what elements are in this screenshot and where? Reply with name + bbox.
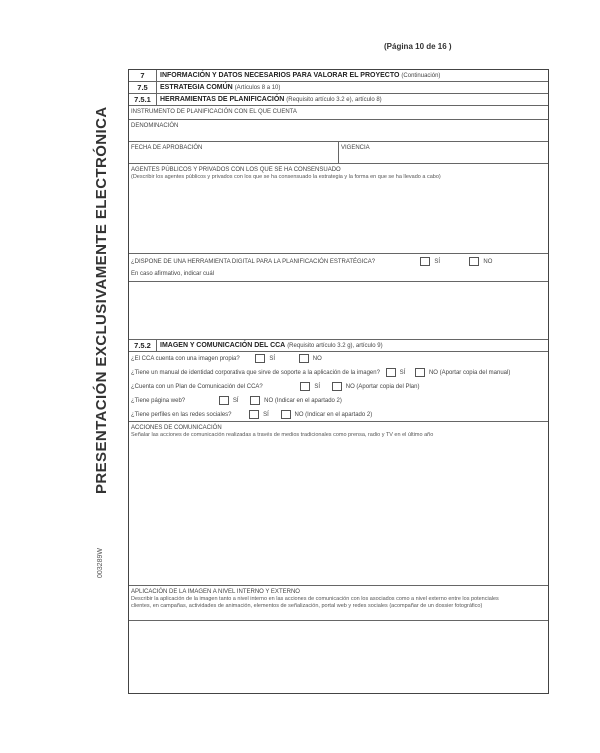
section-7-header <box>129 70 548 82</box>
agentes-label: AGENTES PÚBLICOS Y PRIVADOS CON LOS QUE SE HA CONSENSUADO <box>131 167 341 173</box>
denominacion-field[interactable] <box>129 120 548 142</box>
section-title: HERRAMIENTAS DE PLANIFICACIÓN <box>160 96 285 103</box>
caso-afirmativo-label: En caso afirmativo, indicar cuál <box>131 271 215 277</box>
q5-no-label: NO (Indicar en el apartado 2) <box>294 412 373 419</box>
q3-text: ¿Cuenta con un Plan de Comunicación del CCA? <box>131 384 263 391</box>
si-label: SÍ <box>314 384 321 391</box>
q4-no-label: NO (Indicar en el apartado 2) <box>264 398 342 405</box>
aplicacion-description-line2: clientes, en campañas, actividades de animación, elementos de señalización, portal web y redes sociales (acompañar de un dossier fotográfico) <box>131 603 483 609</box>
herramienta-no-checkbox[interactable] <box>469 257 479 266</box>
section-note: (Requisito artículo 3.2 g), artículo 9) <box>287 343 383 349</box>
section-number: 7.5 <box>129 82 157 93</box>
agentes-description: (Describir los agentes públicos y privados con los que se ha consensuado la estrategia y la forma en que se ha llevado a cabo) <box>131 174 441 180</box>
fecha-vigencia-row <box>129 142 548 164</box>
q1-no-checkbox[interactable] <box>299 354 309 363</box>
vigencia-label: VIGENCIA <box>341 145 370 151</box>
acciones-field[interactable] <box>129 422 548 586</box>
aplicacion-description-line1: Describir la aplicación de la imagen tanto a nivel interno en las acciones de comunicación con los asociados como a nivel externo entre los potenciales <box>131 596 499 602</box>
side-banner: PRESENTACIÓN EXCLUSIVAMENTE ELECTRÓNICA <box>93 106 110 494</box>
section-75-header <box>129 82 548 94</box>
page-number: (Página 10 de 16 ) <box>384 42 452 51</box>
agentes-field[interactable] <box>129 164 548 254</box>
fecha-label: FECHA DE APROBACIÓN <box>131 145 203 151</box>
aplicacion-label: APLICACIÓN DE LA IMAGEN A NIVEL INTERNO Y EXTERNO <box>131 589 300 595</box>
form-code: 003289W <box>97 548 104 578</box>
herramienta-question: ¿DISPONE DE UNA HERRAMIENTA DIGITAL PARA LA PLANIFICACIÓN ESTRATÉGICA? <box>131 259 376 266</box>
section-note: (Continuación) <box>401 73 441 79</box>
acciones-label: ACCIONES DE COMUNICACIÓN <box>131 425 222 431</box>
q5-text: ¿Tiene perfiles en las redes sociales? <box>131 412 232 419</box>
q3-no-label: NO (Aportar copia del Plan) <box>345 384 420 391</box>
q5-row <box>129 410 372 419</box>
section-752-header <box>129 340 548 352</box>
instrumento-label: INSTRUMENTO DE PLANIFICACIÓN CON EL QUE CUENTA <box>131 109 297 115</box>
q2-no-checkbox[interactable] <box>415 368 425 377</box>
no-label: NO <box>483 259 493 266</box>
section-title: IMAGEN Y COMUNICACIÓN DEL CCA <box>160 342 286 349</box>
q3-no-checkbox[interactable] <box>332 382 342 391</box>
q4-row <box>129 396 342 405</box>
q5-no-checkbox[interactable] <box>281 410 291 419</box>
q1-row <box>129 354 322 363</box>
denominacion-label: DENOMINACIÓN <box>131 123 179 129</box>
herramienta-detail-field[interactable] <box>129 282 548 340</box>
si-label: SÍ <box>263 412 269 419</box>
no-label: NO <box>312 356 322 363</box>
q1-si-checkbox[interactable] <box>255 354 265 363</box>
si-label: SÍ <box>399 370 406 377</box>
section-note: (Requisito artículo 3.2 e), artículo 8) <box>286 97 382 103</box>
aplicacion-divider <box>129 620 548 621</box>
herramienta-si-checkbox[interactable] <box>420 257 430 266</box>
form-table <box>128 69 549 694</box>
section-number: 7 <box>129 70 157 81</box>
q2-row <box>129 368 510 377</box>
section-751-header <box>129 94 548 106</box>
q3-si-checkbox[interactable] <box>300 382 310 391</box>
section-note: (Artículos 8 a 10) <box>234 85 281 91</box>
q2-si-checkbox[interactable] <box>386 368 396 377</box>
si-label: SÍ <box>232 398 239 405</box>
imagen-questions <box>129 352 548 422</box>
section-title: ESTRATEGIA COMÚN <box>160 84 233 91</box>
q3-row <box>129 382 419 391</box>
q2-text: ¿Tiene un manual de identidad corporativa que sirve de soporte a la aplicación de la imagen? <box>131 370 380 377</box>
q4-si-checkbox[interactable] <box>219 396 229 405</box>
section-title: INFORMACIÓN Y DATOS NECESARIOS PARA VALORAR EL PROYECTO <box>160 72 400 79</box>
q2-no-label: NO (Aportar copia del manual) <box>428 370 511 377</box>
acciones-description: Señalar las acciones de comunicación realizadas a través de medios tradicionales como prensa, radio y TV en el último año <box>131 432 434 438</box>
section-number: 7.5.1 <box>129 94 157 105</box>
section-number: 7.5.2 <box>129 340 157 351</box>
herramienta-row <box>129 254 548 282</box>
si-label: SÍ <box>269 356 276 363</box>
instrumento-row <box>129 106 548 120</box>
aplicacion-field[interactable] <box>129 586 548 693</box>
q4-text: ¿Tiene página web? <box>131 398 186 405</box>
si-label: SÍ <box>434 259 441 266</box>
q4-no-checkbox[interactable] <box>250 396 260 405</box>
q5-si-checkbox[interactable] <box>249 410 259 419</box>
q1-text: ¿El CCA cuenta con una imagen propia? <box>131 356 240 363</box>
